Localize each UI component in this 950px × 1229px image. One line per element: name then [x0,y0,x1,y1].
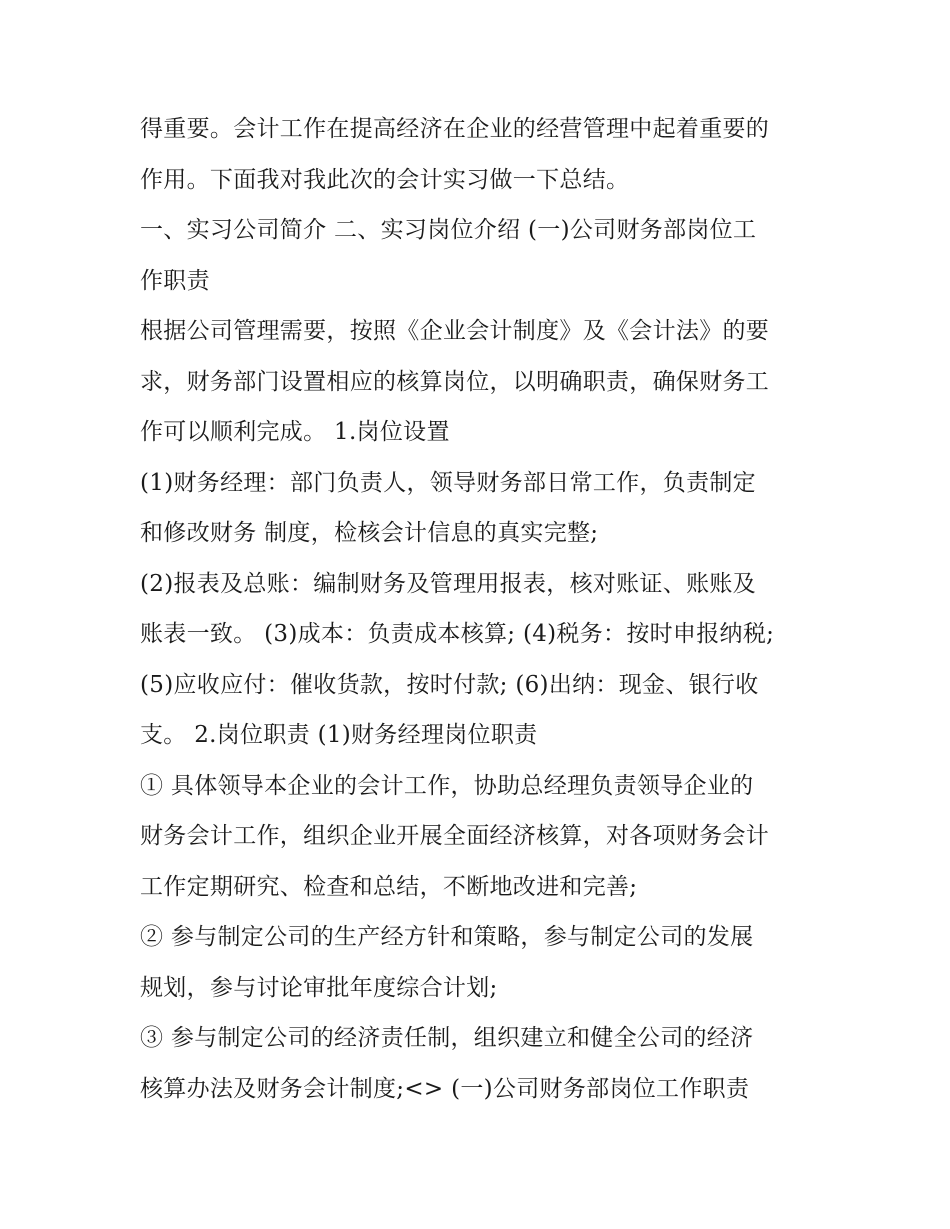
text-line: 规划，参与讨论审批年度综合计划; [140,974,498,1001]
text-line: (2)报表及总账：编制财务及管理用报表，核对账证、账账及 [140,570,756,597]
text-line: ① 具体领导本企业的会计工作，协助总经理负责领导企业的 [140,772,754,799]
text-line: (1)财务经理：部门负责人，领导财务部日常工作，负责制定 [140,469,756,496]
text-line: 工作定期研究、检查和总结，不断地改进和完善; [140,873,638,900]
text-line: 一、实习公司简介 二、实习岗位介绍 (一)公司财务部岗位工 [140,217,757,243]
text-line: 和修改财务 制度，检核会计信息的真实完整; [140,520,599,546]
text-line: 核算办法及财务会计制度;<> (一)公司财务部岗位工作职责 [140,1075,750,1102]
document-body [140,104,820,1114]
text-line: 作职责 [140,267,210,294]
text-line: 账表一致。 (3)成本：负责成本核算; (4)税务：按时申报纳税; [140,621,775,647]
text-line: 根据公司管理需要，按照《企业会计制度》及《会计法》的要 [140,318,770,344]
text-line: 财务会计工作，组织企业开展全面经济核算，对各项财务会计 [140,823,770,849]
text-line: 支。 2.岗位职责 (1)财务经理岗位职责 [140,722,538,748]
text-line: ② 参与制定公司的生产经方针和策略，参与制定公司的发展 [140,924,754,950]
text-line: (5)应收应付：催收货款，按时付款; (6)出纳：现金、银行收 [140,671,759,698]
text-line: 求，财务部门设置相应的核算岗位，以明确职责，确保财务工 [140,368,770,395]
text-line: 作用。下面我对我此次的会计实习做一下总结。 [140,166,630,193]
text-line: 作可以顺利完成。 1.岗位设置 [140,419,450,445]
text-line: ③ 参与制定公司的经济责任制，组织建立和健全公司的经济 [140,1025,754,1051]
text-line: 得重要。会计工作在提高经济在企业的经营管理中起着重要的 [140,116,770,142]
